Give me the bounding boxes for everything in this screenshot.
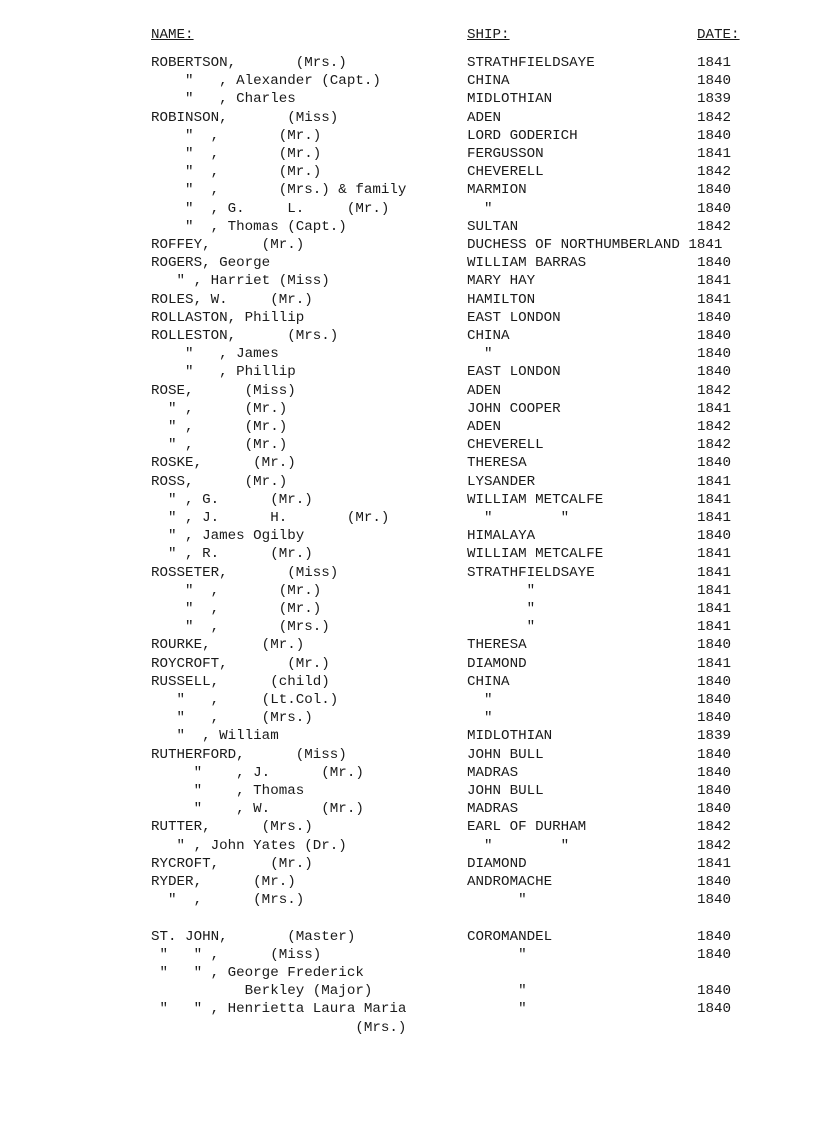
ship-name: LYSANDER [467, 473, 536, 490]
ship-name: DUCHESS OF NORTHUMBERLAND 1841 [467, 237, 723, 253]
ship-name: CHINA [467, 328, 510, 344]
ship-name: MADRAS [467, 764, 519, 781]
passenger-name: ROFFEY, (Mr.) [151, 237, 305, 253]
passenger-name: " , James Ogilby [151, 528, 305, 545]
arrival-date: 1841 [697, 273, 732, 290]
ship-name: " [467, 1001, 527, 1018]
passenger-name: " , (Mr.) [151, 601, 322, 617]
list-item [0, 673, 816, 691]
arrival-date: 1840 [697, 309, 732, 326]
passenger-name: RYDER, (Mr.) [151, 874, 296, 890]
ship-name: WILLIAM METCALFE [467, 546, 604, 563]
ship-name: THERESA [467, 637, 527, 654]
list-item [0, 909, 816, 927]
ship-name: MARMION [467, 182, 527, 199]
arrival-date: 1840 [697, 673, 732, 690]
ship-name: EARL OF DURHAM [467, 819, 587, 836]
arrival-date: 1842 [697, 837, 732, 854]
arrival-date: 1841 [697, 473, 732, 490]
arrival-date: 1842 [697, 218, 732, 235]
list-item [0, 254, 816, 272]
date-header: DATE: [697, 27, 740, 43]
list-item [0, 1000, 816, 1018]
list-item [0, 582, 816, 600]
arrival-date: 1840 [697, 73, 732, 90]
ship-name: HIMALAYA [467, 528, 536, 545]
passenger-name: " , (Mr.) [151, 127, 322, 144]
ship-name: " [467, 601, 536, 617]
ship-name: LORD GODERICH [467, 127, 578, 144]
list-item [0, 473, 816, 491]
list-item [0, 454, 816, 472]
passenger-name: " , (Mrs.) [151, 710, 313, 727]
passenger-name: " , (Mr.) [151, 146, 322, 162]
arrival-date: 1841 [697, 491, 732, 508]
ship-name: EAST LONDON [467, 309, 561, 326]
passenger-name: ROSE, (Miss) [151, 382, 296, 399]
passenger-name: ROYCROFT, (Mr.) [151, 655, 330, 672]
arrival-date: 1842 [697, 164, 732, 181]
ship-name: " [467, 983, 527, 1000]
ship-name: MARY HAY [467, 273, 536, 290]
arrival-date: 1839 [697, 91, 732, 108]
list-item [0, 400, 816, 418]
passenger-name: " , J. (Mr.) [151, 764, 364, 781]
list-item [0, 272, 816, 290]
ship-name: " [467, 200, 493, 217]
passenger-name: " , W. (Mr.) [151, 801, 364, 818]
arrival-date: 1840 [697, 928, 732, 945]
list-item [0, 946, 816, 964]
ship-name: STRATHFIELDSAYE [467, 55, 595, 71]
arrival-date: 1839 [697, 728, 732, 745]
ship-name: MADRAS [467, 801, 519, 818]
ship-name: " [467, 582, 536, 599]
arrival-date: 1841 [697, 291, 732, 308]
arrival-date: 1840 [697, 346, 732, 363]
arrival-date: 1841 [697, 146, 732, 162]
list-item [0, 855, 816, 873]
ship-name: CHEVERELL [467, 437, 544, 454]
list-item [0, 436, 816, 454]
list-item [0, 181, 816, 199]
list-item [0, 200, 816, 218]
ship-name: MIDLOTHIAN [467, 728, 553, 745]
ship-name: " [467, 692, 493, 708]
arrival-date: 1840 [697, 801, 732, 818]
passenger-name: ROURKE, (Mr.) [151, 637, 305, 654]
list-item [0, 982, 816, 1000]
ship-name: FERGUSSON [467, 146, 544, 162]
ship-name: CHINA [467, 73, 510, 90]
passenger-name: ROBINSON, (Miss) [151, 109, 339, 126]
passenger-name: Berkley (Major) [151, 983, 373, 1000]
arrival-date: 1841 [697, 55, 732, 71]
arrival-date: 1841 [697, 619, 732, 636]
ship-name: " [467, 619, 536, 636]
passenger-name: " , (Mr.) [151, 164, 322, 181]
list-item [0, 600, 816, 618]
passenger-name: ROSSETER, (Miss) [151, 564, 339, 581]
passenger-name: ROLES, W. (Mr.) [151, 291, 313, 308]
list-item [0, 964, 816, 982]
arrival-date: 1841 [697, 546, 732, 563]
passenger-name: " , (Mr.) [151, 582, 322, 599]
list-item [0, 928, 816, 946]
arrival-date: 1840 [697, 1001, 732, 1018]
passenger-name: " , G. (Mr.) [151, 491, 313, 508]
arrival-date: 1840 [697, 764, 732, 781]
arrival-date: 1842 [697, 437, 732, 454]
list-item [0, 527, 816, 545]
ship-name: " [467, 892, 527, 909]
arrival-date: 1841 [697, 655, 732, 672]
list-item [0, 90, 816, 108]
passenger-name: " , J. H. (Mr.) [151, 510, 390, 526]
passenger-name: " , Thomas [151, 783, 305, 799]
passenger-name: " , Thomas (Capt.) [151, 218, 347, 235]
passenger-name: ROGERS, George [151, 255, 271, 272]
list-item [0, 727, 816, 745]
arrival-date: 1840 [697, 946, 732, 963]
ship-name: " " [467, 837, 570, 854]
arrival-date: 1841 [697, 855, 732, 872]
arrival-date: 1841 [697, 510, 732, 526]
arrival-date: 1840 [697, 892, 732, 909]
passenger-name: " , William [151, 728, 279, 745]
list-item [0, 764, 816, 782]
ship-name: ADEN [467, 382, 502, 399]
arrival-date: 1840 [697, 328, 732, 344]
passenger-name: " , Harriet (Miss) [151, 273, 330, 290]
ship-name: WILLIAM METCALFE [467, 491, 604, 508]
passenger-name: RYCROFT, (Mr.) [151, 855, 313, 872]
arrival-date: 1842 [697, 109, 732, 126]
list-item [0, 891, 816, 909]
ship-name: " [467, 946, 527, 963]
list-item [0, 618, 816, 636]
arrival-date: 1840 [697, 746, 732, 763]
ship-name: ADEN [467, 109, 502, 126]
arrival-date: 1840 [697, 127, 732, 144]
list-item [0, 636, 816, 654]
arrival-date: 1841 [697, 564, 732, 581]
passenger-name: " , (Mr.) [151, 419, 288, 435]
list-item [0, 382, 816, 400]
list-item [0, 491, 816, 509]
passenger-name: ROLLASTON, Phillip [151, 309, 305, 326]
passenger-name: " , (Lt.Col.) [151, 692, 339, 708]
arrival-date: 1840 [697, 692, 732, 708]
list-item [0, 163, 816, 181]
ship-header: SHIP: [467, 27, 510, 43]
ship-name: ANDROMACHE [467, 874, 553, 890]
ship-name: " [467, 346, 493, 363]
arrival-date: 1840 [697, 364, 732, 381]
ship-name: STRATHFIELDSAYE [467, 564, 595, 581]
list-item [0, 236, 816, 254]
arrival-date: 1840 [697, 983, 732, 1000]
arrival-date: 1841 [697, 400, 732, 417]
passenger-name: " , Phillip [151, 364, 296, 381]
list-item [0, 509, 816, 527]
passenger-name: ROSS, (Mr.) [151, 473, 288, 490]
passenger-name: " , (Mr.) [151, 437, 288, 454]
list-item [0, 127, 816, 145]
passenger-name: " , (Mr.) [151, 400, 288, 417]
ship-name: JOHN BULL [467, 783, 544, 799]
arrival-date: 1840 [697, 528, 732, 545]
ship-name: HAMILTON [467, 291, 536, 308]
passenger-name: " , James [151, 346, 279, 363]
ship-name: " " [467, 510, 570, 526]
list-item [0, 709, 816, 727]
passenger-name: ROSKE, (Mr.) [151, 455, 296, 472]
passenger-name: RUSSELL, (child) [151, 673, 330, 690]
list-item [0, 837, 816, 855]
list-item [0, 345, 816, 363]
passenger-name: " , (Mrs.) [151, 892, 305, 909]
list-item [0, 309, 816, 327]
passenger-name: ROBERTSON, (Mrs.) [151, 55, 347, 71]
list-item [0, 746, 816, 764]
arrival-date: 1841 [697, 582, 732, 599]
arrival-date: 1842 [697, 819, 732, 836]
arrival-date: 1840 [697, 200, 732, 217]
ship-name: MIDLOTHIAN [467, 91, 553, 108]
passenger-name: " , G. L. (Mr.) [151, 200, 390, 217]
passenger-name: (Mrs.) [151, 1019, 407, 1036]
ship-name: ADEN [467, 419, 502, 435]
list-item [0, 291, 816, 309]
passenger-name: RUTHERFORD, (Miss) [151, 746, 347, 763]
list-item [0, 327, 816, 345]
arrival-date: 1840 [697, 783, 732, 799]
arrival-date: 1840 [697, 455, 732, 472]
arrival-date: 1840 [697, 637, 732, 654]
arrival-date: 1842 [697, 419, 732, 435]
list-item [0, 655, 816, 673]
arrival-date: 1840 [697, 182, 732, 199]
ship-name: THERESA [467, 455, 527, 472]
passenger-name: " " , George Frederick [151, 965, 364, 981]
list-item [0, 564, 816, 582]
arrival-date: 1840 [697, 710, 732, 727]
passenger-name: " , (Mrs.) [151, 619, 330, 636]
passenger-name: " " , (Miss) [151, 946, 322, 963]
ship-name: WILLIAM BARRAS [467, 255, 587, 272]
list-item [0, 218, 816, 236]
list-item [0, 800, 816, 818]
arrival-date: 1840 [697, 874, 732, 890]
name-header: NAME: [151, 27, 194, 43]
list-item [0, 818, 816, 836]
passenger-name: " , John Yates (Dr.) [151, 837, 347, 854]
ship-name: JOHN COOPER [467, 400, 561, 417]
list-item [0, 782, 816, 800]
ship-name: DIAMOND [467, 655, 527, 672]
passenger-name: " , Alexander (Capt.) [151, 73, 381, 90]
list-item [0, 1019, 816, 1037]
ship-name: CHINA [467, 673, 510, 690]
list-item [0, 363, 816, 381]
passenger-name: " " , Henrietta Laura Maria [151, 1001, 407, 1018]
arrival-date: 1841 [697, 601, 732, 617]
ship-name: EAST LONDON [467, 364, 561, 381]
list-item [0, 54, 816, 72]
list-item [0, 873, 816, 891]
ship-name: CHEVERELL [467, 164, 544, 181]
list-item [0, 545, 816, 563]
passenger-name: " , Charles [151, 91, 296, 108]
ship-name: JOHN BULL [467, 746, 544, 763]
list-item [0, 691, 816, 709]
passenger-name: " , (Mrs.) & family [151, 182, 407, 199]
passenger-name: ST. JOHN, (Master) [151, 928, 356, 945]
passenger-name: ROLLESTON, (Mrs.) [151, 328, 339, 344]
list-item [0, 145, 816, 163]
list-item [0, 418, 816, 436]
passenger-name: RUTTER, (Mrs.) [151, 819, 313, 836]
arrival-date: 1840 [697, 255, 732, 272]
ship-name: DIAMOND [467, 855, 527, 872]
ship-name: " [467, 710, 493, 727]
arrival-date: 1842 [697, 382, 732, 399]
ship-name: COROMANDEL [467, 928, 553, 945]
list-item [0, 109, 816, 127]
passenger-name: " , R. (Mr.) [151, 546, 313, 563]
list-item [0, 72, 816, 90]
ship-name: SULTAN [467, 218, 519, 235]
